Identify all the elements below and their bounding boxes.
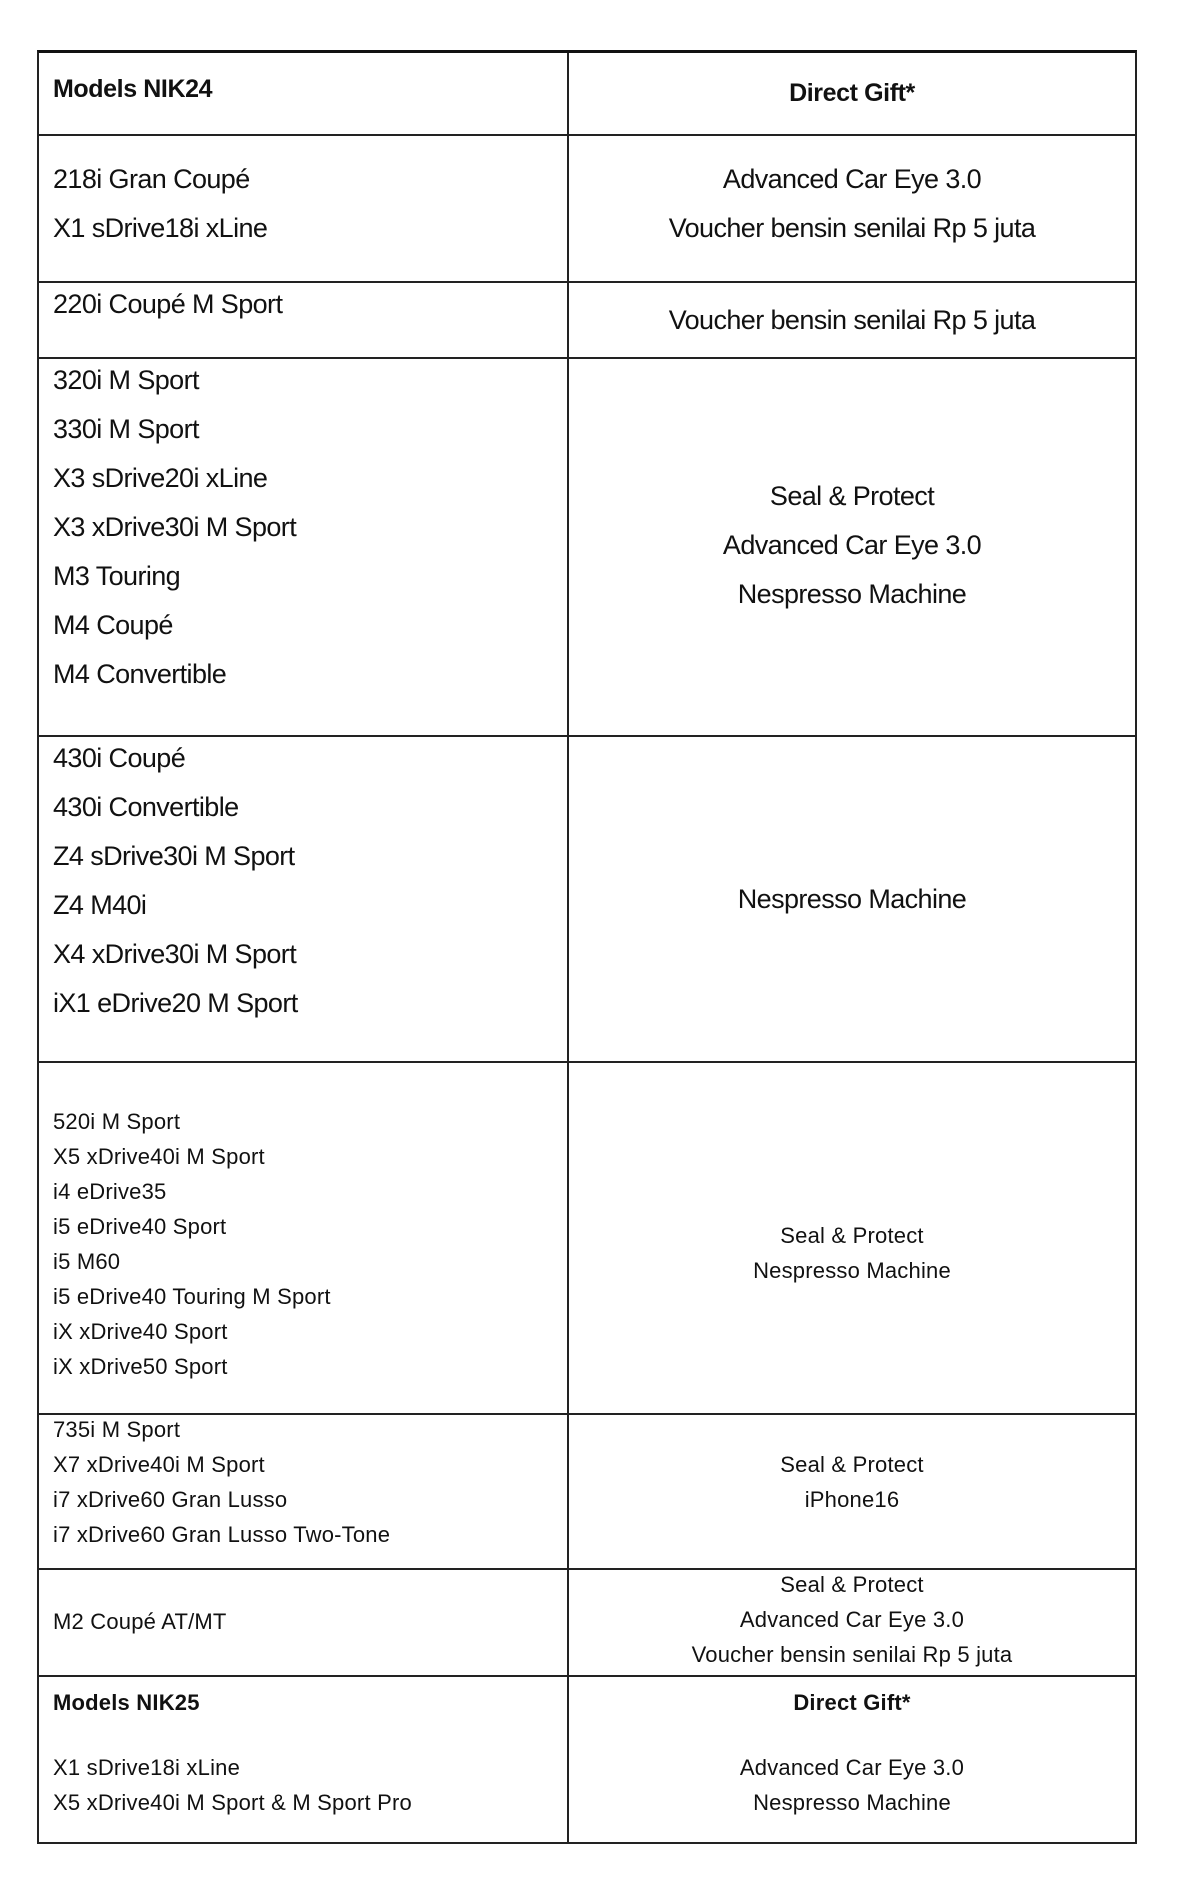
model-name: i5 M60 xyxy=(53,1249,121,1274)
model-name: X5 xDrive40i M Sport xyxy=(53,1144,265,1169)
header-models-cell xyxy=(39,53,569,134)
models-cell xyxy=(39,136,569,281)
model-name: 430i Convertible xyxy=(53,792,239,822)
gift-item: Nespresso Machine xyxy=(737,883,967,914)
model-name: iX xDrive40 Sport xyxy=(53,1319,228,1344)
gift-item: Nespresso Machine xyxy=(737,579,967,609)
model-name: 218i Gran Coupé xyxy=(53,164,250,194)
gift-item: Advanced Car Eye 3.0 xyxy=(722,530,982,560)
table-row-nik25 xyxy=(37,1677,1137,1844)
gift-item: Voucher bensin senilai Rp 5 juta xyxy=(668,304,1036,335)
table-row xyxy=(37,283,1137,359)
model-name: i7 xDrive60 Gran Lusso Two-Tone xyxy=(53,1522,391,1547)
models-cell xyxy=(39,1063,569,1413)
model-name: X3 xDrive30i M Sport xyxy=(53,512,297,542)
model-name: M2 Coupé AT/MT xyxy=(53,1609,227,1634)
model-name: i7 xDrive60 Gran Lusso xyxy=(53,1487,288,1512)
model-name: X1 sDrive18i xLine xyxy=(53,1755,241,1780)
model-name: X3 sDrive20i xLine xyxy=(53,463,268,493)
nik25-gift-label: Direct Gift* xyxy=(793,1690,911,1715)
models-cell xyxy=(39,283,569,357)
model-name: iX xDrive50 Sport xyxy=(53,1354,228,1379)
gifts-cell xyxy=(569,1677,1135,1842)
model-name: 330i M Sport xyxy=(53,414,199,444)
gifts-cell xyxy=(569,1415,1135,1568)
model-name: Z4 sDrive30i M Sport xyxy=(53,841,295,871)
table-row xyxy=(37,136,1137,283)
model-name: X7 xDrive40i M Sport xyxy=(53,1452,265,1477)
model-name: X4 xDrive30i M Sport xyxy=(53,939,297,969)
models-cell xyxy=(39,737,569,1061)
models-cell xyxy=(39,359,569,735)
model-name: Z4 M40i xyxy=(53,890,147,920)
model-name: 430i Coupé xyxy=(53,743,186,773)
gifts-cell xyxy=(569,359,1135,735)
gifts-cell xyxy=(569,1570,1135,1675)
model-name: i4 eDrive35 xyxy=(53,1179,167,1204)
gifts-cell xyxy=(569,1063,1135,1413)
table-row xyxy=(37,1063,1137,1415)
model-name: iX1 eDrive20 M Sport xyxy=(53,988,298,1018)
header-gift-label: Direct Gift* xyxy=(789,79,915,107)
model-name: 735i M Sport xyxy=(53,1417,181,1442)
gift-item: Seal & Protect xyxy=(769,481,935,511)
table-row xyxy=(37,1570,1137,1677)
table-row xyxy=(37,359,1137,737)
gifts-cell xyxy=(569,136,1135,281)
gift-item: Advanced Car Eye 3.0 xyxy=(722,164,982,194)
model-name: 220i Coupé M Sport xyxy=(53,289,283,319)
gifts-cell xyxy=(569,737,1135,1061)
table-row xyxy=(37,1415,1137,1570)
gift-item: Nespresso Machine xyxy=(753,1790,951,1815)
gifts-cell xyxy=(569,283,1135,357)
model-name: i5 eDrive40 Sport xyxy=(53,1214,227,1239)
models-cell xyxy=(39,1677,569,1842)
model-name: 520i M Sport xyxy=(53,1109,181,1134)
gift-item: iPhone16 xyxy=(804,1487,900,1512)
gift-item: Advanced Car Eye 3.0 xyxy=(739,1755,965,1780)
models-cell xyxy=(39,1415,569,1568)
header-models-label: Models NIK24 xyxy=(53,75,213,103)
model-name: M3 Touring xyxy=(53,561,181,591)
model-name: i5 eDrive40 Touring M Sport xyxy=(53,1284,331,1309)
gift-item: Voucher bensin senilai Rp 5 juta xyxy=(691,1642,1013,1667)
model-name: 320i M Sport xyxy=(53,365,199,395)
header-gift-cell xyxy=(569,53,1135,134)
table-row xyxy=(37,737,1137,1063)
gift-item: Seal & Protect xyxy=(780,1572,924,1597)
model-name: M4 Coupé xyxy=(53,610,173,640)
table-header-row xyxy=(37,50,1137,136)
gift-item: Nespresso Machine xyxy=(753,1258,951,1283)
gift-item: Seal & Protect xyxy=(780,1452,924,1477)
nik25-models-label: Models NIK25 xyxy=(53,1690,200,1715)
gift-item: Advanced Car Eye 3.0 xyxy=(739,1607,965,1632)
model-name: M4 Convertible xyxy=(53,659,227,689)
models-cell xyxy=(39,1570,569,1675)
gift-item: Seal & Protect xyxy=(780,1223,924,1248)
gift-item: Voucher bensin senilai Rp 5 juta xyxy=(668,213,1036,243)
model-name: X1 sDrive18i xLine xyxy=(53,213,268,243)
model-name: X5 xDrive40i M Sport & M Sport Pro xyxy=(53,1790,412,1815)
